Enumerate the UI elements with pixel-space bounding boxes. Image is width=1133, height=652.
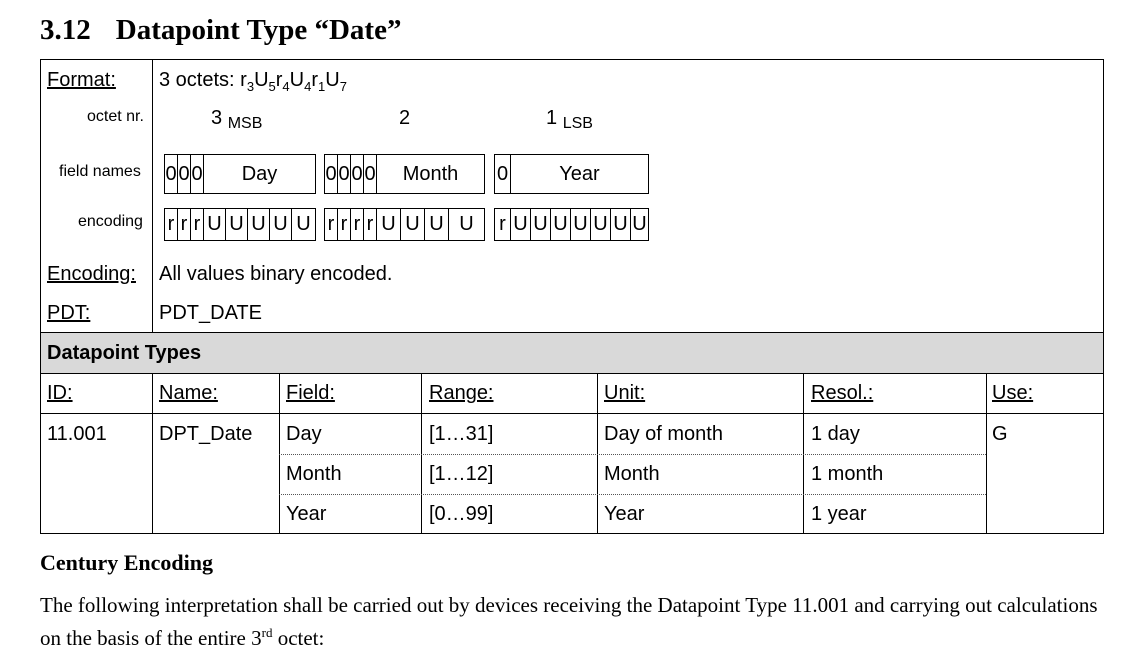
encoding-bit: U (377, 209, 401, 240)
row-range: [0…99] (429, 503, 494, 525)
field-box-day (164, 154, 316, 194)
section-number: 3.12 (40, 14, 91, 46)
paragraph-superscript: rd (261, 625, 273, 640)
row-resol: 1 month (811, 463, 884, 485)
field-zero-bit: 0 (495, 155, 511, 193)
octet-3-header (211, 107, 262, 133)
encoding-bit: U (226, 209, 248, 240)
header-name: Name: (159, 382, 218, 404)
encoding-bit: r (191, 209, 204, 240)
field-zero-bit: 0 (351, 155, 364, 193)
header-use: Use: (992, 382, 1034, 404)
row-field: Day (286, 423, 322, 445)
format-part-subscript: 3 (246, 79, 255, 94)
octet-1-number: 1 (546, 107, 558, 129)
paragraph-text: The following interpretation shall be carried out by devices receiving the Datapoint Type 11.001 and carrying out calculations on the basis of the entire 3 (40, 593, 1098, 650)
encoding-box-octet-2 (324, 208, 485, 241)
encoding-bit: r (351, 209, 364, 240)
pdt-label: PDT: (47, 302, 91, 324)
field-name-month: Month (402, 163, 459, 185)
encoding-bit: U (571, 209, 591, 240)
dpt-name: DPT_Date (159, 423, 253, 445)
row-divider (279, 454, 986, 455)
encoding-bit: r (165, 209, 178, 240)
octet-3-tag: MSB (227, 115, 263, 132)
encoding-bit: U (591, 209, 611, 240)
format-value-prefix: 3 octets: (159, 69, 241, 91)
datapoint-spec-table (40, 59, 1104, 534)
century-encoding-heading: Century Encoding (40, 550, 213, 575)
encoding-bit: U (401, 209, 425, 240)
encoding-bit: U (632, 213, 647, 235)
octet-1-tag: LSB (562, 115, 593, 132)
field-names-label: field names (59, 163, 141, 180)
field-box-month (324, 154, 485, 194)
header-field: Field: (286, 382, 335, 404)
header-resol: Resol.: (811, 382, 874, 404)
field-zero-bit: 0 (364, 155, 377, 193)
format-part-letter: r (240, 69, 247, 91)
row-resol: 1 year (811, 503, 867, 525)
format-bit-pattern (240, 69, 347, 94)
column-divider (152, 373, 153, 534)
column-divider (986, 373, 987, 534)
encoding-bit: U (459, 213, 474, 235)
encoding-value: All values binary encoded. (159, 263, 393, 285)
encoding-bit: U (611, 209, 631, 240)
octet-nr-label: octet nr. (87, 108, 144, 125)
format-part-letter: r (275, 69, 283, 91)
format-part-subscript: 5 (268, 79, 276, 94)
row-range: [1…31] (429, 423, 494, 445)
octet-2-number: 2 (399, 107, 411, 129)
octet-3-number: 3 (211, 107, 223, 129)
row-unit: Year (604, 503, 645, 525)
format-part-subscript: 7 (339, 79, 347, 94)
encoding-bit: U (270, 209, 292, 240)
format-part-letter: r (311, 69, 319, 91)
format-value (159, 69, 347, 94)
row-unit: Day of month (604, 423, 723, 445)
encoding-bit: U (551, 209, 571, 240)
encoding-bit: U (296, 213, 311, 235)
datapoint-types-title: Datapoint Types (47, 342, 202, 364)
paragraph-text-end: octet: (272, 626, 325, 650)
century-encoding-paragraph (40, 592, 1100, 652)
section-heading (40, 14, 401, 47)
encoding-bit: r (364, 209, 377, 240)
row-field: Month (286, 463, 342, 485)
encoding-bit: r (495, 209, 511, 240)
encoding-bit: r (338, 209, 351, 240)
format-part-subscript: 1 (318, 79, 326, 94)
encoding-bit: U (531, 209, 551, 240)
header-unit: Unit: (604, 382, 646, 404)
encoding-bit: U (204, 209, 226, 240)
field-name-day: Day (241, 163, 278, 185)
encoding-bit: U (511, 209, 531, 240)
encoding-box-octet-1 (494, 208, 649, 241)
format-part-subscript: 4 (304, 79, 312, 94)
encoding-bit: U (248, 209, 270, 240)
format-part-letter: U (289, 69, 305, 91)
format-part-subscript: 4 (282, 79, 290, 94)
band-divider (41, 373, 1103, 374)
row-unit: Month (604, 463, 660, 485)
label-column-divider (152, 60, 153, 333)
encoding-bit: U (425, 209, 449, 240)
field-zero-bit: 0 (325, 155, 338, 193)
format-part-letter: U (254, 69, 269, 91)
encoding-bit: r (178, 209, 191, 240)
section-title: Datapoint Type “Date” (115, 14, 402, 46)
format-label: Format: (47, 69, 116, 91)
encoding-bit: r (325, 209, 338, 240)
encoding-label: Encoding: (47, 263, 136, 285)
header-id: ID: (47, 382, 73, 404)
encoding-box-octet-3 (164, 208, 316, 241)
octet-2-header (399, 107, 410, 130)
pdt-value: PDT_DATE (159, 302, 262, 324)
dpt-id: 11.001 (47, 423, 107, 445)
field-name-year: Year (559, 163, 600, 185)
field-zero-bit: 0 (165, 155, 178, 193)
field-box-year (494, 154, 649, 194)
header-divider (41, 413, 1103, 414)
encoding-row-label: encoding (78, 213, 143, 230)
field-zero-bit: 0 (338, 155, 351, 193)
row-divider (279, 494, 986, 495)
row-resol: 1 day (811, 423, 860, 445)
octet-1-header (546, 107, 593, 133)
field-zero-bit: 0 (191, 155, 204, 193)
header-range: Range: (429, 382, 494, 404)
field-zero-bit: 0 (178, 155, 191, 193)
dpt-use: G (992, 423, 1008, 445)
format-part-letter: U (325, 69, 340, 91)
row-field: Year (286, 503, 327, 525)
row-range: [1…12] (429, 463, 494, 485)
